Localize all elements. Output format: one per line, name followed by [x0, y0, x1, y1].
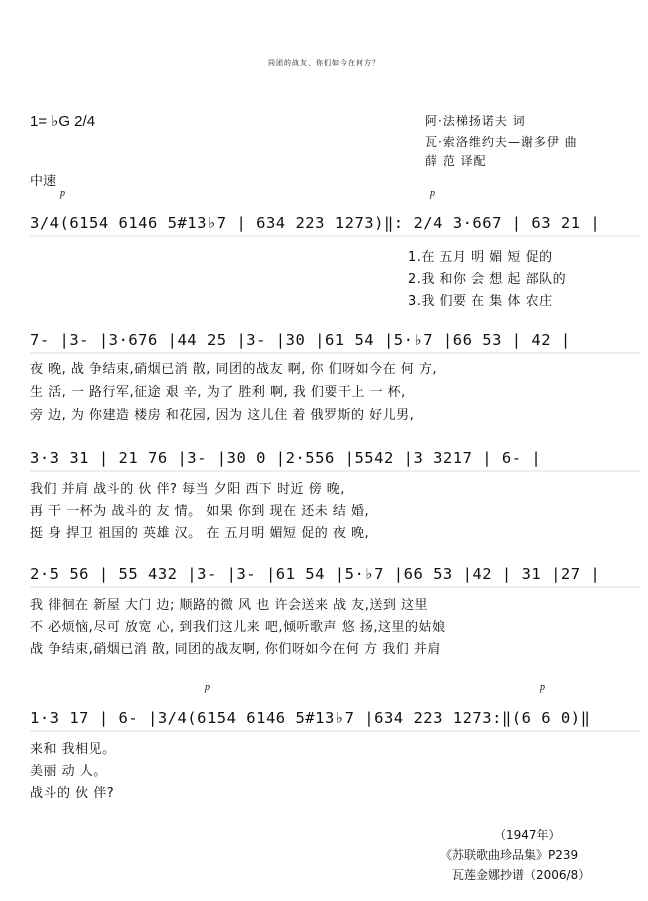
lyric-line: 来和 我相见。: [30, 742, 116, 757]
lyric-line: 3.我 们要 在 集 体 农庄: [408, 294, 553, 309]
song-title: 同团的战友，你们如今在何方？: [268, 59, 380, 67]
lyric-line: 1.在 五月 明 媚 短 促的: [408, 250, 553, 265]
dynamic-p: p: [540, 682, 545, 693]
lyric-line: 夜 晚, 战 争结束,硝烟已消 散, 同团的战友 啊, 你 们呀如今在 何 方,: [30, 362, 437, 377]
lyric-line: 再 干 一杯为 战斗的 友 情。 如果 你到 现在 还未 结 婚,: [30, 504, 370, 519]
notation-line-2: 7- |3- |3·676 |44 25 |3- |30 |61 54 |5·♭7 |66 53 | 42 |: [30, 331, 571, 349]
notation-line-3: 3·3 31 | 21 76 |3- |30 0 |2·556 |5542 |3 3217 | 6- |: [30, 449, 542, 467]
lyric-line: 战斗的 伙 伴?: [30, 786, 115, 801]
lyric-line: 2.我 和你 会 想 起 部队的: [408, 272, 567, 287]
lyric-line: 我们 并肩 战斗的 伙 伴? 每当 夕阳 西下 时近 傍 晚,: [30, 482, 345, 497]
lyric-line: 美丽 动 人。: [30, 764, 107, 779]
lyric-line: 不 必烦恼,尽可 放宽 心, 到我们这儿来 吧,倾听歌声 悠 扬,这里的姑娘: [30, 620, 446, 635]
lyric-line: 我 徘徊在 新屋 大门 边; 顺路的微 风 也 许会送来 战 友,送到 这里: [30, 598, 428, 613]
lyricist-credit: 阿·法梯扬诺夫 词: [425, 114, 526, 128]
lyric-line: 挺 身 捍卫 祖国的 英雄 汉。 在 五月明 媚短 促的 夜 晚,: [30, 526, 370, 541]
composer-credit: 瓦·索洛维约夫—谢多伊 曲: [425, 135, 578, 149]
transcriber-note: 瓦莲金娜抄谱（2006/8）: [452, 868, 591, 882]
tempo-marking: 中速: [30, 174, 57, 189]
lyric-line: 旁 边, 为 你建造 楼房 和花园, 因为 这儿住 着 俄罗斯的 好儿男,: [30, 408, 415, 423]
notation-line-4: 2·5 56 | 55 432 |3- |3- |61 54 |5·♭7 |66 53 |42 | 31 |27 |: [30, 565, 601, 583]
notation-line-5: 1·3 17 | 6- |3/4(6154 6146 5#13♭7 |634 223 1273:‖(6 6 0)‖: [30, 709, 591, 727]
dynamic-p: p: [430, 188, 435, 199]
dynamic-p: p: [205, 682, 210, 693]
notation-line-1: 3/4(6154 6146 5#13♭7 | 634 223 1273)‖: 2/4 3·667 | 63 21 |: [30, 214, 601, 232]
source-note: 《苏联歌曲珍品集》P239: [440, 848, 579, 862]
key-signature: 1= ♭G 2/4: [30, 113, 96, 130]
year-note: （1947年）: [494, 828, 561, 842]
lyric-line: 战 争结束,硝烟已消 散, 同团的战友啊, 你们呀如今在何 方 我们 并肩: [30, 642, 441, 657]
lyric-line: 生 活, 一 路行军,征途 艰 辛, 为了 胜利 啊, 我 们要干上 一 杯,: [30, 385, 406, 400]
translator-credit: 薛 范 译配: [425, 154, 487, 168]
dynamic-p: p: [60, 188, 65, 199]
